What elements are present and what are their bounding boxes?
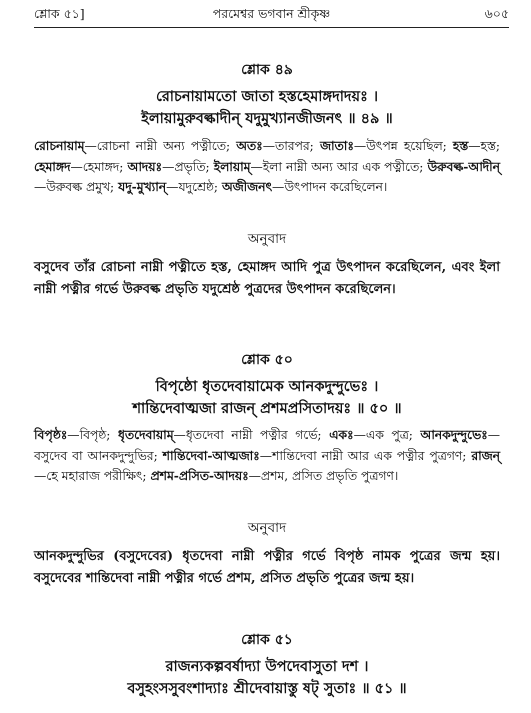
- synonym-term: রোচনায়াম্: [34, 138, 85, 153]
- page-header: [34, 6, 509, 26]
- sanskrit-line: রোচনায়ামতো জাতা হস্তহেমাঙ্গদাদয়ঃ ।: [155, 88, 379, 105]
- synonym-term: বিপৃষ্ঠঃ: [34, 427, 68, 442]
- synonym-term: প্রশম-প্রসিত-আদয়ঃ: [150, 468, 249, 483]
- synonym-term: একঃ: [329, 427, 354, 442]
- translation-heading: অনুবাদ: [247, 520, 287, 536]
- translation-text: বসুদেব তাঁর রোচনা নাম্নী পত্নীতে হস্ত, হেমাঙ্গদ আদি পুত্র উৎপাদন করেছিলেন, এবং ইলা নাম্নী পত্নীর গর্ভে উরুবল্ক প্রভৃতি যদুশ্রেষ্ঠ পুত্রদের উৎপাদন করেছিলেন।: [34, 260, 500, 297]
- synonym-term: উরুবল্ক-আদীন্: [427, 158, 501, 174]
- synonym-meaning: —প্রভৃতি;: [162, 159, 214, 174]
- synonym-meaning: —বিপৃষ্ঠ;: [67, 428, 118, 442]
- synonym-meaning: —ধৃতদেবা নাম্নী পত্নীর গর্ভে;: [173, 428, 330, 442]
- synonym-term: যদু-মুখ্যান্: [118, 179, 167, 194]
- translation-text: আনকদুন্দুভির (বসুদেবের) ধৃতদেবা নাম্নী পত্নীর গর্ভে বিপৃষ্ঠ নামক পুত্রের জন্ম হয়। বসুদেবের শান্তিদেবা নাম্নী পত্নীর গর্ভে প্রশম, প্রসিত প্রভৃতি পুত্রের জন্ম হয়।: [34, 549, 500, 586]
- synonym-term: জাতাঃ: [319, 138, 354, 153]
- verse-50: [34, 348, 500, 420]
- page-number: ৬০৫: [484, 6, 509, 21]
- synonym-term: অতঃ: [236, 138, 263, 153]
- synonyms-49: [34, 136, 500, 198]
- synonyms-text: [34, 136, 500, 198]
- sanskrit-line: ইলায়ামুরুবল্কাদীন্ যদুমুখ্যানজীজনৎ ॥ ৪৯ ॥: [141, 110, 393, 127]
- synonym-meaning: —হেমাঙ্গদ;: [70, 159, 128, 174]
- synonym-term: শান্তিদেবা-আত্মজাঃ: [162, 447, 260, 463]
- translation-49: [34, 228, 500, 300]
- synonym-meaning: —ইলা নাম্নী অন্য আর এক পত্নীতে;: [250, 159, 428, 174]
- synonym-term: ইলায়াম্: [213, 158, 251, 174]
- synonyms-text: [34, 425, 500, 487]
- header-verse-ref: শ্লোক ৫১]: [34, 6, 85, 21]
- synonym-meaning: —উরুবল্ক প্রমুখ;: [34, 180, 119, 194]
- synonym-meaning: —রোচনা নাম্নী অন্য পত্নীতে;: [84, 139, 237, 153]
- verse-heading: শ্লোক ৫১: [241, 632, 293, 648]
- synonym-term: রাজন্: [471, 447, 500, 463]
- synonym-meaning: —এক পুত্র;: [353, 428, 421, 442]
- verse-51: [34, 628, 500, 700]
- sanskrit-line: রাজন্যকল্পবর্ষাদ্যা উপদেবাসুতা দশ ।: [165, 658, 369, 675]
- sanskrit-line: বসুহংসসুবংশাদ্যাঃ শ্রীদেবায়াস্তু ষট্ সুতাঃ ॥ ৫১ ॥: [127, 680, 407, 697]
- synonym-meaning: —হে মহারাজ পরীক্ষিৎ;: [34, 469, 151, 483]
- header-rule: [34, 27, 509, 28]
- synonym-term: হস্ত: [452, 138, 469, 153]
- synonym-term: আদয়ঃ: [127, 158, 163, 174]
- synonym-meaning: —তারপর;: [262, 139, 320, 153]
- sanskrit-line: শান্তিদেবাত্মজা রাজন্ প্রশমপ্রসিতাদয়ঃ ॥ ৫০ ॥: [132, 400, 402, 417]
- sanskrit-line: বিপৃষ্ঠো ধৃতদেবায়ামেক আনকদুন্দুভেঃ ।: [155, 378, 379, 395]
- header-title: পরমেশ্বর ভগবান শ্রীকৃষ্ণ: [212, 6, 331, 21]
- verse-heading: শ্লোক ৪৯: [241, 62, 293, 78]
- synonym-meaning: —প্রশম, প্রসিত প্রভৃতি পুত্রগণ।: [248, 469, 399, 483]
- synonym-meaning: —হস্ত;: [468, 139, 500, 153]
- verse-49: [34, 58, 500, 130]
- synonym-meaning: —যদুশ্রেষ্ঠ;: [166, 180, 222, 194]
- synonym-meaning: —উৎপন্ন হয়েছিল;: [353, 139, 453, 153]
- synonyms-50: [34, 425, 500, 487]
- synonym-term: ধৃতদেবায়াম্: [117, 427, 174, 442]
- translation-heading: অনুবাদ: [247, 231, 287, 247]
- synonym-term: হেমাঙ্গদ: [34, 158, 71, 174]
- synonym-meaning: —বসুদেব বা আনকদুন্দুভির;: [34, 428, 500, 463]
- synonym-term: অজীজনৎ: [221, 179, 273, 194]
- verse-heading: শ্লোক ৫০: [241, 352, 293, 368]
- synonym-term: আনকদুন্দুভেঃ: [420, 427, 488, 442]
- synonym-meaning: —শান্তিদেবা নাম্নী আর এক পত্নীর পুত্রগণ;: [259, 448, 472, 463]
- translation-50: [34, 517, 500, 589]
- synonym-meaning: —উৎপাদন করেছিলেন।: [272, 180, 388, 194]
